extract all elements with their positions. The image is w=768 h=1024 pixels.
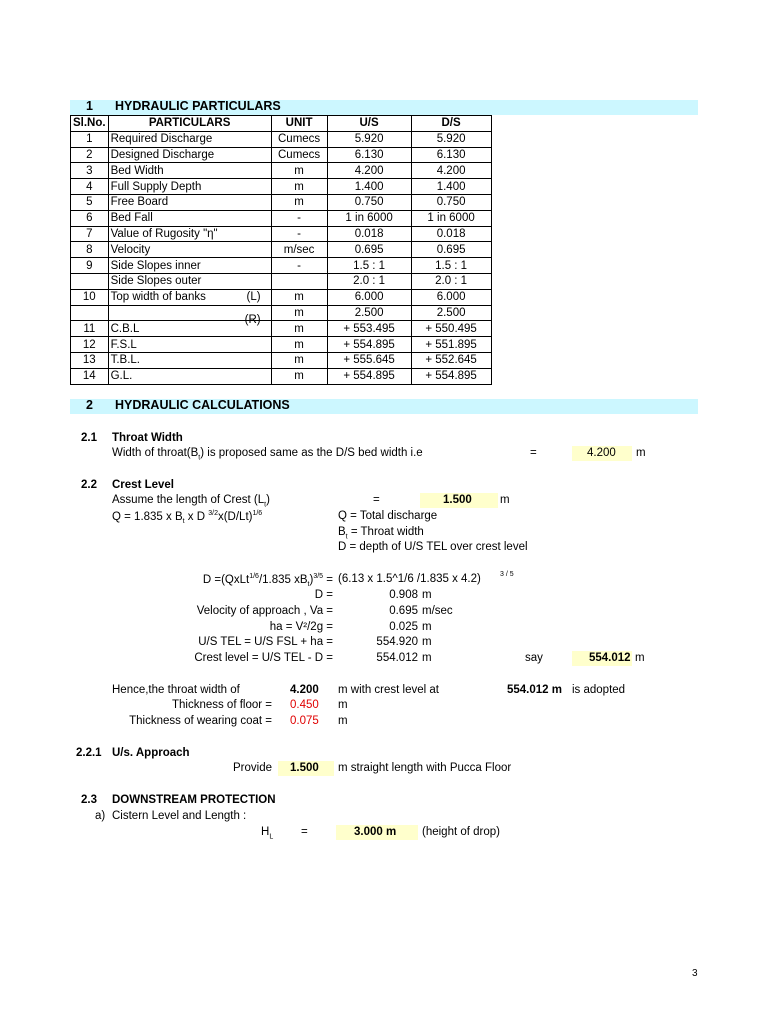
wearing-coat-label: Thickness of wearing coat = <box>129 715 272 727</box>
table-row <box>71 289 492 305</box>
sub-2-3-title: DOWNSTREAM PROTECTION <box>112 794 276 806</box>
table-cell: 4.200 <box>327 163 411 179</box>
calc-unit: m <box>422 589 432 601</box>
table-cell: m <box>271 289 327 305</box>
table-cell: 2.500 <box>327 305 411 321</box>
sub-2-2-1-title: U/s. Approach <box>112 747 190 759</box>
table-cell: 2.0 : 1 <box>327 273 411 289</box>
sub-2-2-1-number: 2.2.1 <box>76 747 102 759</box>
table-row <box>71 242 492 258</box>
section-1-number: 1 <box>86 99 93 113</box>
table-cell: 8 <box>71 242 109 258</box>
calc-label: U/S TEL = U/S FSL + ha = <box>198 636 333 649</box>
sub-2-1-title: Throat Width <box>112 432 183 444</box>
throat-width-text: Width of $throat(B_t)$ is proposed same as the D/S bed width i.e <box>112 447 423 462</box>
hence-throat-value: 4.200 <box>290 684 319 696</box>
table-cell: + 554.895 <box>327 368 411 384</box>
col-header: U/S <box>327 116 411 132</box>
table-row <box>71 226 492 242</box>
table-cell: 5 <box>71 194 109 210</box>
table-row <box>71 194 492 210</box>
section-2-number: 2 <box>86 398 93 412</box>
table-cell: 0.018 <box>411 226 491 242</box>
table-cell: m <box>271 194 327 210</box>
crest-level-value: 554.012 <box>589 652 631 664</box>
table-cell: - <box>271 258 327 274</box>
table-row <box>71 352 492 368</box>
table-cell: 1 <box>71 131 109 147</box>
hl-label: $H_L$ <box>261 826 274 841</box>
calc-label: D = <box>314 589 333 601</box>
table-cell: 0.018 <box>327 226 411 242</box>
table-cell: + 555.645 <box>327 352 411 368</box>
table-row <box>71 321 492 337</box>
calc-value: 554.012 <box>376 652 418 665</box>
table-row <box>71 258 492 274</box>
d-formula-lhs: D =(QxLt$^{1/6}$/1.835 $xB_t)^{3/5}$ = <box>202 573 333 589</box>
say-label: say <box>525 652 543 664</box>
table-cell <box>71 273 109 289</box>
table-cell <box>108 305 271 326</box>
table-row <box>71 163 492 179</box>
table-cell: 4.200 <box>411 163 491 179</box>
table-cell: 2 <box>71 147 109 163</box>
def-d: D = depth of U/S TEL over crest level <box>338 541 528 553</box>
sub-2-1-number: 2.1 <box>81 432 97 444</box>
item-a-text: Cistern Level and Length : <box>112 810 247 822</box>
table-cell: 2.500 <box>411 305 491 321</box>
table-cell: Side Slopes outer <box>108 273 271 289</box>
table-cell: 1.5 : 1 <box>411 258 491 274</box>
table-cell: 6.130 <box>411 147 491 163</box>
table-cell: Value of Rugosity "η" <box>108 226 271 242</box>
col-header: Sl.No. <box>71 116 109 132</box>
col-header: D/S <box>411 116 491 132</box>
calc-unit: m <box>422 652 432 665</box>
table-cell: 1 in 6000 <box>327 210 411 226</box>
table-header-row <box>71 116 492 132</box>
table-cell: 7 <box>71 226 109 242</box>
approach-length-text: m straight length with Pucca Floor <box>338 762 512 774</box>
crest-length-value: 1.500 <box>443 494 472 506</box>
table-cell: 6.130 <box>327 147 411 163</box>
table-cell: + 553.495 <box>327 321 411 337</box>
table-cell: 3 <box>71 163 109 179</box>
hydraulic-particulars-table <box>70 115 492 385</box>
assume-crest-text: Assume the length of Crest $(L_t)$ <box>112 494 270 509</box>
table-cell <box>71 305 109 321</box>
table-cell: G.L. <box>108 368 271 384</box>
table-cell: m <box>271 337 327 353</box>
col-header: UNIT <box>271 116 327 132</box>
table-cell: m <box>271 321 327 337</box>
sub-2-2-number: 2.2 <box>81 479 97 491</box>
table-cell: Bed Width <box>108 163 271 179</box>
table-row <box>71 210 492 226</box>
table-cell: 11 <box>71 321 109 337</box>
hence-mid-text: m with crest level at <box>338 684 439 696</box>
section-1-title: HYDRAULIC PARTICULARS <box>115 99 281 113</box>
table-cell: m <box>271 305 327 321</box>
page-number: 3 <box>692 968 698 979</box>
table-cell: 6.000 <box>327 289 411 305</box>
table-cell: m <box>271 163 327 179</box>
table-cell: 1 in 6000 <box>411 210 491 226</box>
table-cell: Full Supply Depth <box>108 179 271 195</box>
calc-value: 0.908 <box>389 589 418 601</box>
table-cell: 0.695 <box>411 242 491 258</box>
calc-value: 554.920 <box>376 636 418 649</box>
table-row <box>71 337 492 353</box>
d-formula-rhs-exp: 3 / 5 <box>500 571 514 578</box>
table-cell: m/sec <box>271 242 327 258</box>
table-cell: 0.750 <box>327 194 411 210</box>
provide-label: Provide <box>233 762 272 774</box>
approach-length-value: 1.500 <box>290 762 319 774</box>
table-row <box>71 368 492 384</box>
wearing-coat-unit: m <box>338 715 348 727</box>
calc-value: 0.025 <box>389 620 418 633</box>
floor-thickness-label: Thickness of floor = <box>171 699 272 711</box>
calc-unit: m <box>422 620 432 633</box>
table-cell <box>271 273 327 289</box>
hl-equals: = <box>301 826 308 838</box>
hence-text: Hence,the throat width of <box>112 684 240 696</box>
item-a-label: a) <box>95 810 106 822</box>
table-cell: + 554.895 <box>411 368 491 384</box>
table-cell: 5.920 <box>411 131 491 147</box>
wearing-coat-value: 0.075 <box>290 715 319 727</box>
assume-crest-equals: = <box>373 494 380 506</box>
floor-thickness-unit: m <box>338 699 348 711</box>
table-cell: Cumecs <box>271 147 327 163</box>
sub-2-3-number: 2.3 <box>81 794 97 806</box>
table-cell: 1.400 <box>327 179 411 195</box>
d-formula-rhs: (6.13 x 1.5^1/6 /1.835 x 4.2) <box>338 573 481 585</box>
throat-width-unit: m <box>636 447 646 459</box>
table-cell: Side Slopes inner <box>108 258 271 274</box>
table-row <box>71 147 492 163</box>
drop-height-note: (height of drop) <box>422 826 500 838</box>
table-cell: 5.920 <box>327 131 411 147</box>
calc-label: Velocity of approach , Va = <box>196 604 333 617</box>
table-cell: Required Discharge <box>108 131 271 147</box>
crest-length-unit: m <box>500 494 510 506</box>
table-cell: 6 <box>71 210 109 226</box>
bank-side-label: (L) <box>246 291 261 304</box>
table-cell: - <box>271 210 327 226</box>
table-row <box>71 179 492 195</box>
table-cell: Cumecs <box>271 131 327 147</box>
table-cell: 1.5 : 1 <box>327 258 411 274</box>
drop-height-value: 3.000 m <box>354 826 397 838</box>
crest-level-unit: m <box>635 652 645 664</box>
table-cell: + 554.895 <box>327 337 411 353</box>
hence-crest-value: 554.012 m <box>507 684 562 696</box>
cell-text: Top width of banks <box>110 291 206 304</box>
def-bt: $B_t$ = Throat width <box>338 526 424 541</box>
table-cell: 10 <box>71 289 109 305</box>
table-cell: Designed Discharge <box>108 147 271 163</box>
floor-thickness-value: 0.450 <box>290 699 319 711</box>
table-cell: - <box>271 226 327 242</box>
table-cell: 0.750 <box>411 194 491 210</box>
table-cell: Bed Fall <box>108 210 271 226</box>
table-cell: 6.000 <box>411 289 491 305</box>
table-cell: 0.695 <box>327 242 411 258</box>
calc-label: ha = V²/2g = <box>269 620 333 633</box>
table-cell: 13 <box>71 352 109 368</box>
def-q: Q = Total discharge <box>338 510 438 522</box>
table-cell: 4 <box>71 179 109 195</box>
table-cell: T.B.L. <box>108 352 271 368</box>
hence-end-text: is adopted <box>572 684 626 696</box>
col-header: PARTICULARS <box>108 116 271 132</box>
throat-width-value: 4.200 <box>587 447 616 459</box>
sub-2-2-title: Crest Level <box>112 479 175 491</box>
table-cell: Free Board <box>108 194 271 210</box>
throat-width-equals: = <box>530 447 537 459</box>
table-cell: 2.0 : 1 <box>411 273 491 289</box>
table-cell: 14 <box>71 368 109 384</box>
table-cell: C.B.L <box>108 321 271 337</box>
calc-unit: m/sec <box>422 604 453 617</box>
table-cell: m <box>271 352 327 368</box>
table-cell: Velocity <box>108 242 271 258</box>
section-2-title: HYDRAULIC CALCULATIONS <box>115 398 290 412</box>
table-row <box>71 273 492 289</box>
table-cell: m <box>271 179 327 195</box>
discharge-formula: Q = 1.835 x $B_t$ x D $^{3/2}x(D/Lt)^{1/6}$ <box>112 510 263 526</box>
bank-side-label: (R) <box>244 313 261 326</box>
table-cell: F.S.L <box>108 337 271 353</box>
table-row <box>71 305 492 321</box>
table-cell: + 551.895 <box>411 337 491 353</box>
table-cell: 9 <box>71 258 109 274</box>
table-row <box>71 131 492 147</box>
table-cell: + 552.645 <box>411 352 491 368</box>
calc-unit: m <box>422 636 432 649</box>
table-cell <box>108 289 271 305</box>
table-cell: m <box>271 368 327 384</box>
table-cell: 12 <box>71 337 109 353</box>
table-cell: 1.400 <box>411 179 491 195</box>
calc-value: 0.695 <box>389 604 418 617</box>
calc-label: Crest level = U/S TEL - D = <box>194 652 333 665</box>
table-cell: + 550.495 <box>411 321 491 337</box>
